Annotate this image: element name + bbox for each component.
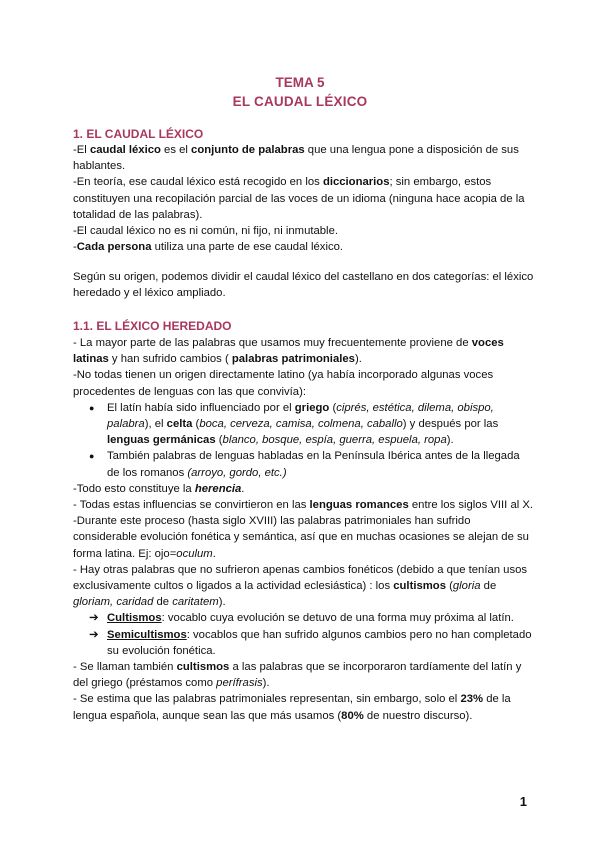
list-item: ● El latín había sido influenciado por el griego (ciprés, estética, dilema, obispo, palabra), el celta (boca, cerveza, camisa, colmena, caballo) y después por las lenguas germánicas (blanco, bosque, espía, guerra, espuela, ropa). (107, 400, 535, 449)
intro-paragraph: Según su origen, podemos dividir el caudal léxico del castellano en dos categorías: el léxico heredado y el léxico ampliado. (73, 271, 534, 300)
paragraph: -Todo esto constituye la herencia. (73, 482, 245, 495)
paragraph: -El caudal léxico no es ni común, ni fijo, ni inmutable. (73, 225, 338, 238)
list-item: ➔ Cultismos: vocablo cuya evolución se detuvo de una forma muy próxima al latín. (107, 610, 535, 626)
paragraph: - La mayor parte de las palabras que usamos muy frecuentemente proviene de voces latinas y han sufrido cambios ( palabras patrimoniales). (73, 337, 504, 366)
arrow-icon: ➔ (89, 628, 99, 641)
paragraph: - Hay otras palabras que no sufrieron apenas cambios fonéticos (debido a que tenían usos exclusivamente cultos o ligados a la actividad eclesiástica) : los cultismos (gloria de gloriam, caridad de caritatem). (73, 563, 528, 609)
arrow-icon: ➔ (89, 612, 99, 625)
bullet-list (73, 400, 535, 481)
page-title: TEMA 5 (275, 75, 325, 90)
paragraph: -El caudal léxico es el conjunto de palabras que una lengua pone a disposición de sus hablantes. (73, 144, 519, 173)
paragraph: -No todas tienen un origen directamente latino (ya había incorporado algunas voces procedentes de lenguas con las que convivía): (73, 369, 494, 398)
paragraph: -Durante este proceso (hasta siglo XVIII) las palabras patrimoniales han sufrido considerable evolución fonética y semántica, así que en muchas ocasiones se alejan de su forma latina. Ej: ojo=oculum. (73, 515, 529, 560)
section-heading-lexico-heredado: 1.1. EL LÉXICO HEREDADO (73, 319, 232, 333)
list-item: ➔ Semicultismos: vocablos que han sufrido algunos cambios pero no han completado su evolución fonética. (89, 628, 532, 657)
paragraph: - Se estima que las palabras patrimoniales representan, sin embargo, solo el 23% de la lengua española, aunque sean las que más usamos (80% de nuestro discurso). (73, 693, 511, 722)
paragraph: - Todas estas influencias se convirtieron en las lenguas romances entre los siglos VIII al X. (73, 499, 534, 512)
section-caudal-lexico-body (73, 142, 535, 255)
paragraph: -Cada persona utiliza una parte de ese caudal léxico. (73, 241, 344, 254)
paragraph: - Se llaman también cultismos a las palabras que se incorporaron tardíamente del latín y del griego (préstamos como perífrasis). (73, 661, 522, 690)
paragraph: -En teoría, ese caudal léxico está recogido en los diccionarios; sin embargo, estos constituyen una recopilación parcial de las voces de un idioma (ninguna hace acopia de la totalidad de las palabras). (73, 176, 525, 221)
section-lexico-heredado-body (73, 335, 535, 724)
arrow-list (73, 610, 535, 659)
section-heading-caudal-lexico: 1. EL CAUDAL LÉXICO (73, 127, 204, 141)
page-number: 1 (519, 794, 527, 809)
page-subtitle: EL CAUDAL LÉXICO (232, 94, 368, 109)
list-item: ● También palabras de lenguas habladas en la Península Ibérica antes de la llegada de los romanos (arroyo, gordo, etc.) (107, 448, 535, 480)
